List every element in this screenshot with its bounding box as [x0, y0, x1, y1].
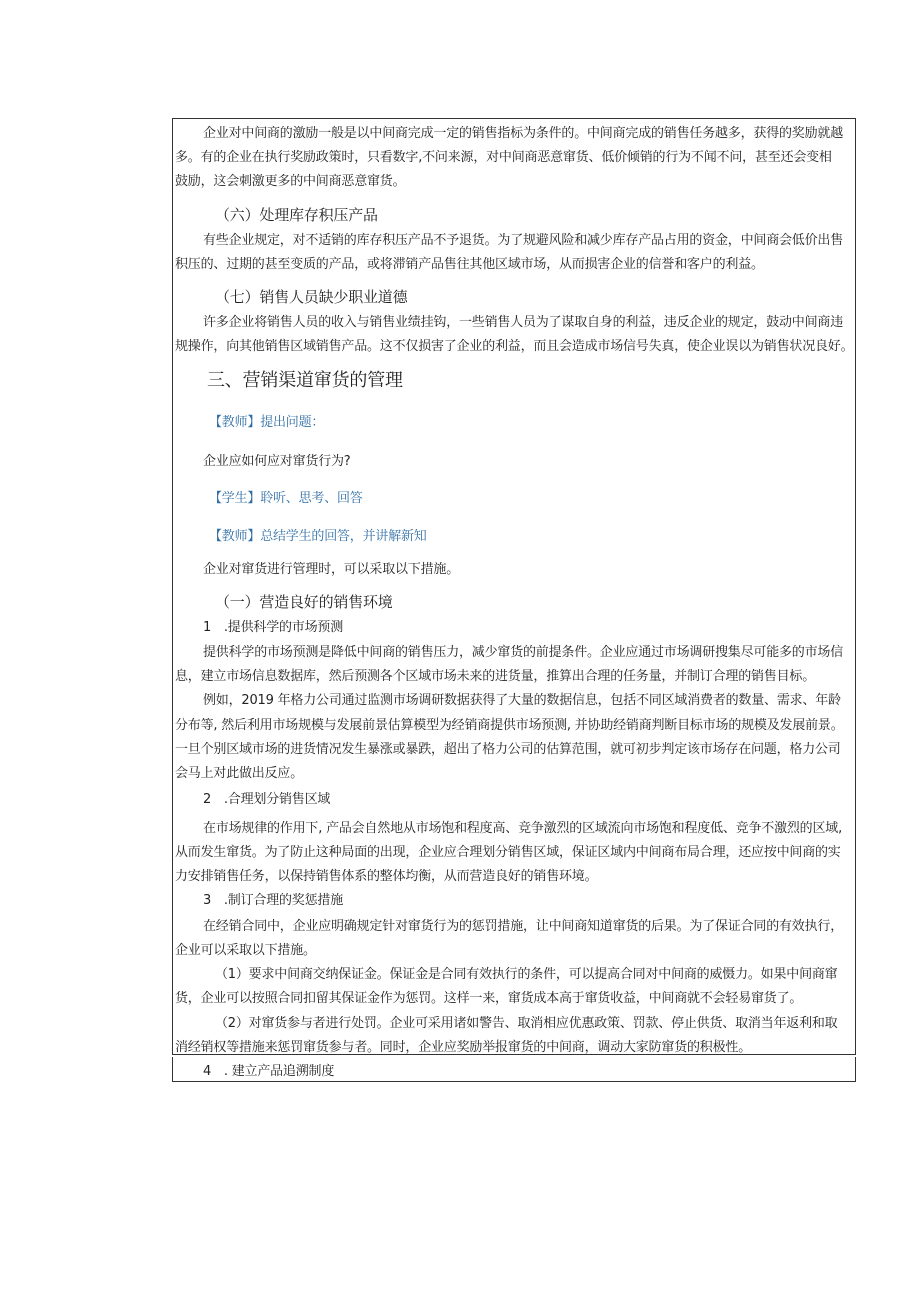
- measure-1: （1）要求中间商交纳保证金。保证金是合同有效执行的条件，可以提高合同对中间商的威慑力。如果中间商窜: [215, 967, 838, 982]
- question-text: 企业应如何应对窜货行为?: [203, 454, 351, 469]
- subheading-4: 4 . 建立产品追溯制度: [203, 1064, 335, 1079]
- section-heading-6: （六）处理库存积压产品: [215, 206, 378, 224]
- paragraph-line: 企业对中间商的激励一般是以中间商完成一定的销售指标为条件的。中间商完成的销售任务越多，获得的奖励就越: [203, 126, 844, 141]
- paragraph-line: 积压的、过期的甚至变质的产品，或将滞销产品售往其他区域市场，从而损害企业的信誉和客户的利益。: [175, 257, 764, 272]
- paragraph-line: 息，建立市场信息数据库，然后预测各个区域市场未来的进货量，推算出合理的任务量，并制订合理的销售目标。: [175, 669, 816, 684]
- paragraph-line: 企业对窜货进行管理时，可以采取以下措施。: [203, 562, 460, 577]
- paragraph-line: 货，企业可以按照合同扣留其保证金作为惩罚。这样一来，窜货成本高于窜货收益，中间商就不会轻易窜货了。: [175, 991, 803, 1006]
- section-heading-1: （一）营造良好的销售环境: [215, 593, 393, 611]
- subheading-2: 2 .合理划分销售区域: [203, 792, 331, 807]
- paragraph-line: 提供科学的市场预测是降低中间商的销售压力，减少窜货的前提条件。企业应通过市场调研搜集尽可能多的市场信: [203, 645, 844, 660]
- paragraph-line: 企业可以采取以下措施。: [175, 943, 316, 958]
- paragraph-line: 力安排销售任务，以保持销售体系的整体均衡，从而营造良好的销售环境。: [175, 869, 598, 884]
- paragraph-line: 从而发生窜货。为了防止这种局面的出现，企业应合理划分销售区域，保证区域内中间商布局合理，还应按中间商的实: [175, 845, 841, 860]
- paragraph-line: 例如，2019 年格力公司通过监测市场调研数据获得了大量的数据信息，包括不同区域消费者的数量、需求、年龄: [203, 693, 841, 708]
- paragraph-line: 会马上对此做出反应。: [175, 766, 304, 781]
- teacher-summary: 【教师】总结学生的回答，并讲解新知: [209, 529, 427, 544]
- paragraph-line: 规操作，向其他销售区域销售产品。这不仅损害了企业的利益，而且会造成市场信号失真，使企业误以为销售状况良好。: [175, 339, 854, 354]
- section-heading-7: （七）销售人员缺少职业道德: [215, 288, 408, 306]
- chapter-heading: 三、营销渠道窜货的管理: [207, 370, 403, 391]
- student-prompt: 【学生】聆听、思考、回答: [209, 491, 363, 506]
- paragraph-line: 多。有的企业在执行奖励政策时，只看数字,不问来源，对中间商恶意窜货、低价倾销的行为不闻不问，甚至还会变相: [175, 150, 832, 165]
- paragraph-line: 鼓励，这会刺激更多的中间商恶意窜货。: [175, 174, 406, 189]
- paragraph-line: 分布等, 然后利用市场规模与发展前景估算模型为经销商提供市场预测, 并协助经销商判断目标市场的规模及发展前景。: [175, 718, 844, 733]
- subheading-1: 1 .提供科学的市场预测: [203, 620, 344, 635]
- measure-2: （2）对窜货参与者进行处罚。企业可采用诸如警告、取消相应优惠政策、罚款、停止供货、取消当年返利和取: [215, 1016, 838, 1031]
- paragraph-line: 许多企业将销售人员的收入与销售业绩挂钩，一些销售人员为了谋取自身的利益，违反企业的规定，鼓动中间商违: [203, 315, 844, 330]
- teacher-prompt: 【教师】提出问题：: [209, 415, 325, 430]
- subheading-3: 3 .制订合理的奖惩措施: [203, 893, 344, 908]
- paragraph-line: 有些企业规定，对不适销的库存积压产品不予退货。为了规避风险和减少库存产品占用的资金，中间商会低价出售: [203, 233, 844, 248]
- paragraph-line: 在市场规律的作用下, 产品会自然地从市场饱和程度高、竞争激烈的区域流向市场饱和程度低、竞争不激烈的区域,: [203, 821, 842, 836]
- paragraph-line: 消经销权等措施来惩罚窜货参与者。同时，企业应奖励举报窜货的中间商，调动大家防窜货的积极性。: [175, 1040, 752, 1055]
- paragraph-line: 在经销合同中，企业应明确规定针对窜货行为的惩罚措施，让中间商知道窜货的后果。为了保证合同的有效执行，: [203, 919, 844, 934]
- paragraph-line: 一旦个别区域市场的进货情况发生暴涨或暴跌，超出了格力公司的估算范围，就可初步判定该市场存在问题，格力公司: [175, 742, 841, 757]
